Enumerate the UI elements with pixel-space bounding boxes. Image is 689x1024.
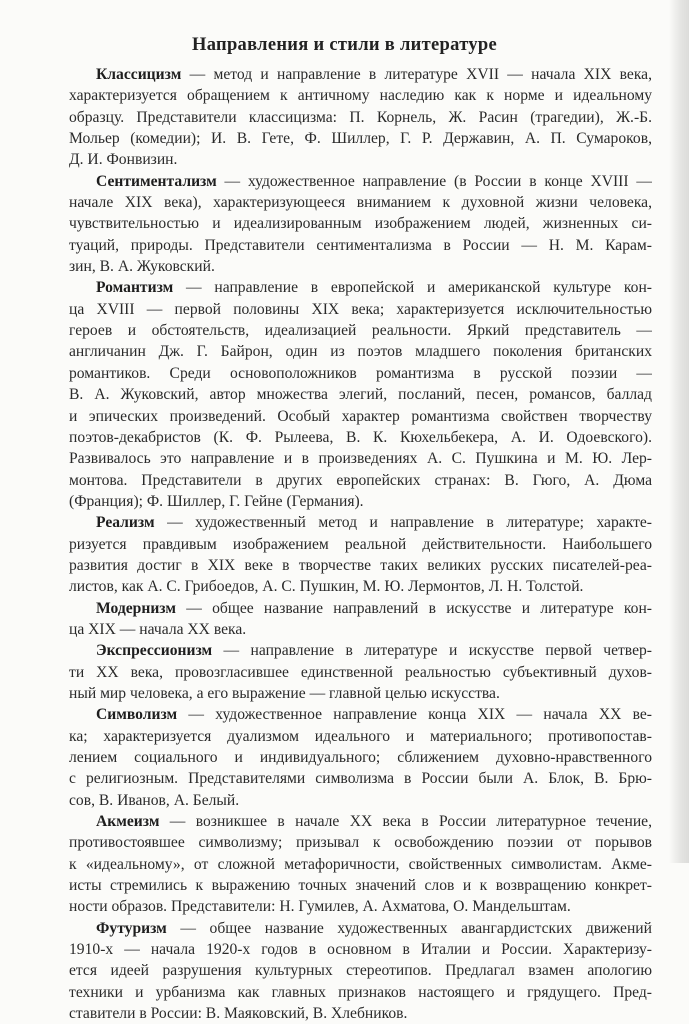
entry-text: — общее название направлений в искусстве и литературе кон- [175, 599, 652, 617]
entry-term: Экспрессионизм [96, 642, 213, 660]
page-title: Направления и стили в литературе [192, 35, 497, 55]
entry-line [69, 85, 652, 106]
entry-line [69, 747, 652, 768]
entry-text: ца XIX — начала XX века. [69, 620, 247, 638]
entry-text: развития достиг в XIX веке в творчестве таких великих русских писателей-реа- [69, 556, 652, 574]
entry-line [69, 875, 652, 896]
entry-line [69, 235, 652, 256]
entry-line [69, 470, 652, 491]
entry-line [69, 726, 652, 747]
entry-term: Сентиментализм [96, 172, 217, 190]
entry-text: — художественное направление конца XIX — начала XX ве- [177, 706, 652, 724]
entry-term: Футуризм [96, 919, 167, 937]
definition-entry [69, 811, 652, 918]
entry-text: исты стремились к выражению точных значений слов и к возвращению конкрет- [69, 877, 652, 895]
entry-term: Романтизм [96, 279, 174, 297]
entry-first-line [69, 277, 652, 298]
entry-text: — метод и направление в литературе XVII — начала XIX века, [181, 66, 652, 83]
entry-text: Д. И. Фонвизин. [69, 151, 178, 169]
entry-first-line [69, 640, 652, 661]
entry-text: зин, В. А. Жуковский. [69, 258, 215, 276]
definition-entry [69, 640, 652, 704]
entry-first-line [69, 171, 652, 192]
entry-line [69, 854, 652, 875]
entry-line [69, 768, 652, 789]
entry-line [69, 683, 652, 704]
entry-text: Мольер (комедии); И. В. Гете, Ф. Шиллер, Г. Р. Державин, А. П. Сумароков, [69, 130, 652, 148]
entry-term: Реализм [96, 514, 155, 532]
entry-line [69, 341, 652, 362]
entry-line [69, 619, 652, 640]
entry-line [69, 107, 652, 128]
entry-first-line [69, 704, 652, 725]
definition-entry [69, 512, 652, 597]
entry-line [69, 384, 652, 405]
entry-line [69, 576, 652, 597]
entry-text: начале XIX века), характеризующееся вниманием к духовной жизни человека, [69, 194, 652, 212]
entry-text: ный мир человека, а его выражение — главной целью искусства. [69, 684, 500, 702]
entry-line [69, 149, 652, 170]
entry-line [69, 960, 652, 981]
entry-text: сов, В. Иванов, А. Белый. [69, 791, 240, 809]
entry-line [69, 939, 652, 960]
entry-first-line [69, 811, 652, 832]
entry-text: англичанин Дж. Г. Байрон, один из поэтов младшего поколения британских [69, 343, 652, 361]
entry-line [69, 213, 652, 234]
entry-text: — возникшее в начале XX века в России литературное течение, [159, 813, 652, 831]
entry-line [69, 896, 652, 917]
entry-text: ности образов. Представители: Н. Гумилев, А. Ахматова, О. Мандельштам. [69, 898, 571, 916]
entry-text: — художественное направление (в России в конце XVIII — [216, 172, 652, 190]
entry-text: лением социального и индивидуального; сближением духовно-нравственного [69, 749, 652, 766]
entry-text: ка; характеризуется дуализмом идеального и материального; противопостав- [69, 727, 652, 745]
entry-term: Классицизм [96, 66, 182, 83]
entry-line [69, 299, 652, 320]
entry-text: ставители в России: В. Маяковский, В. Хлебников. [69, 1005, 408, 1023]
entry-text: — направление в европейской и американской культуре кон- [173, 279, 652, 297]
entry-first-line [69, 512, 652, 533]
entry-term: Модернизм [96, 599, 176, 617]
entry-text: 1910-х — начала 1920-х годов в основном в Италии и России. Характеризу- [69, 941, 652, 959]
page-edge-shadow [669, 0, 689, 863]
entry-line [69, 790, 652, 811]
entry-line [69, 448, 652, 469]
entry-term: Символизм [96, 706, 178, 724]
entry-first-line [69, 598, 652, 619]
entry-text: поэтов-декабристов (К. Ф. Рылеева, В. К. Кюхельбекера, А. И. Одоевского). [69, 428, 652, 446]
definition-entry [69, 704, 652, 811]
definition-entry [69, 277, 652, 512]
entry-text: с религиозным. Представителями символизма в России были А. Блок, В. Брю- [69, 770, 652, 788]
entry-line [69, 982, 652, 1003]
entry-text: техники и урбанизма как главных признаков настоящего и грядущего. Пред- [69, 983, 652, 1001]
entry-line [69, 256, 652, 277]
entry-text: В. А. Жуковский, автор множества элегий, посланий, песен, романсов, баллад [69, 386, 652, 404]
definition-entry [69, 171, 652, 278]
entry-line [69, 832, 652, 853]
entry-line [69, 427, 652, 448]
entry-text: образцу. Представители классицизма: П. Корнель, Ж. Расин (трагедии), Ж.-Б. [69, 108, 652, 126]
entry-first-line [69, 918, 652, 939]
entry-text: романтиков. Среди основоположников романтизма в русской поэзии — [69, 364, 652, 382]
entry-line [69, 1003, 652, 1024]
entry-line [69, 534, 652, 555]
entry-line [69, 662, 652, 683]
article-body [69, 64, 652, 1024]
entry-text: ется идеей разрушения культурных стереотипов. Предлагал взамен апологию [69, 962, 652, 980]
entry-text: героев и обстоятельств, идеализацией реальности. Яркий представитель — [69, 322, 652, 340]
definition-entry [69, 64, 652, 171]
definition-entry [69, 598, 652, 641]
entry-text: Развивалось это направление и в произведениях А. С. Пушкина и М. Ю. Лер- [69, 450, 652, 468]
entry-line [69, 491, 652, 512]
entry-text: монтова. Представители в других европейских странах: В. Гюго, А. Дюма [69, 471, 652, 489]
entry-text: ца XVIII — первой половины XIX века; характеризуется исключительностью [69, 300, 652, 318]
entry-line [69, 555, 652, 576]
entry-text: противостоявшее символизму; призывал к освобождению поэзии от порывов [69, 834, 652, 852]
definition-entry [69, 918, 652, 1024]
entry-text: листов, как А. С. Грибоедов, А. С. Пушкин, М. Ю. Лермонтов, Л. Н. Толстой. [69, 578, 584, 596]
entry-text: ти XX века, провозгласившее единственной реальностью субъективный духов- [69, 663, 652, 681]
entry-text: ризуется правдивым изображением реальной действительности. Наибольшего [69, 535, 652, 553]
entry-text: — общее название художественных авангардистских движений [166, 919, 652, 937]
entry-text: — художественный метод и направление в литературе; характе- [154, 514, 652, 532]
entry-first-line [69, 64, 652, 85]
entry-line [69, 406, 652, 427]
entry-text: и эпических произведений. Особый характер романтизма свойствен творчеству [69, 407, 652, 425]
entry-line [69, 128, 652, 149]
entry-text: чувствительностью и идеализированным изображением людей, жизненных си- [69, 215, 652, 233]
entry-line [69, 192, 652, 213]
entry-text: (Франция); Ф. Шиллер, Г. Гейне (Германия). [69, 492, 364, 510]
entry-line [69, 320, 652, 341]
entry-text: туаций, природы. Представители сентиментализма в России — Н. М. Карам- [69, 236, 652, 254]
entry-line [69, 363, 652, 384]
entry-text: к «идеальному», от сложной метафоричности, свойственных символистам. Акме- [69, 855, 652, 873]
entry-text: характеризуется обращением к античному наследию как к норме и идеальному [69, 87, 652, 105]
entry-term: Акмеизм [96, 813, 160, 831]
entry-text: — направление в литературе и искусстве первой четвер- [212, 642, 652, 660]
